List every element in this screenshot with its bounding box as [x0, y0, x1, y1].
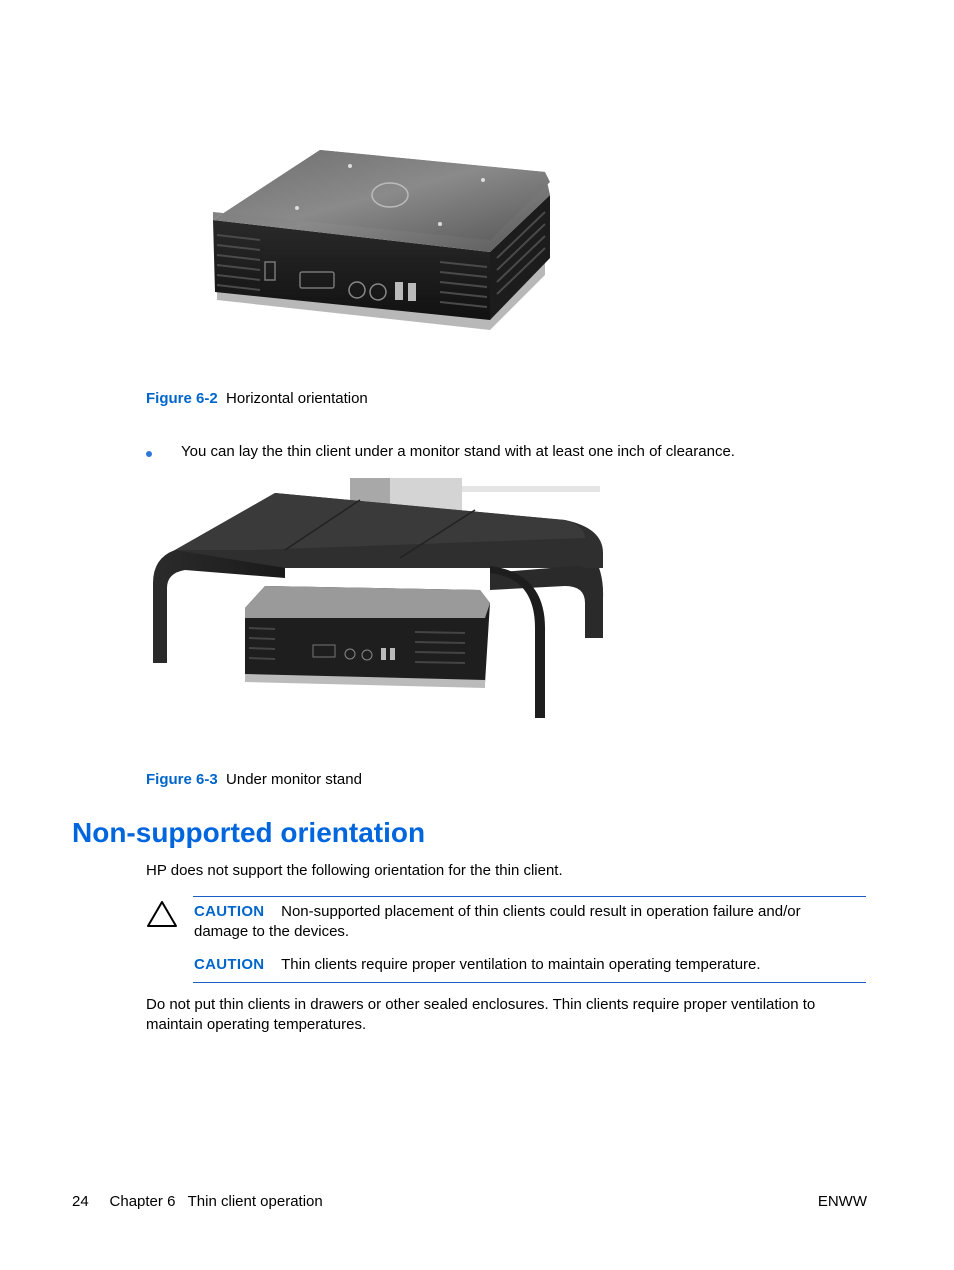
- bullet-icon: [146, 451, 152, 457]
- caution-2: [194, 955, 866, 975]
- chapter-title: Chapter 6 Thin client operation: [109, 1193, 323, 1210]
- figure-6-3-caption: [146, 771, 362, 789]
- caution-text: Non-supported placement of thin clients could result in operation failure and/or: [281, 903, 801, 920]
- figure-caption-text: Horizontal orientation: [226, 390, 368, 407]
- bullet-text: You can lay the thin client under a monitor stand with at least one inch of clearance.: [181, 443, 735, 460]
- caution-text-continued: damage to the devices.: [194, 923, 350, 940]
- figure-6-2-illustration: [205, 140, 560, 340]
- caution-bottom-rule: [193, 982, 866, 983]
- body-paragraph: [146, 995, 876, 1035]
- footer-left: [72, 1192, 323, 1212]
- body-line-2: maintain operating temperatures.: [146, 1016, 367, 1033]
- caution-label: CAUTION: [194, 903, 265, 920]
- figure-6-3-illustration: [145, 478, 610, 723]
- caution-text: Thin clients require proper ventilation to maintain operating temperature.: [281, 956, 761, 973]
- caution-label: CAUTION: [194, 956, 265, 973]
- section-intro: HP does not support the following orientation for the thin client.: [146, 862, 563, 879]
- caution-1: [194, 902, 866, 942]
- figure-caption-text: Under monitor stand: [226, 771, 362, 788]
- figure-label: Figure 6-3: [146, 771, 218, 788]
- figure-6-2-caption: [146, 390, 368, 408]
- caution-icon: [146, 900, 178, 928]
- page-number: 24: [72, 1193, 89, 1210]
- caution-top-rule: [193, 896, 866, 897]
- section-heading: Non-supported orientation: [72, 817, 426, 848]
- figure-label: Figure 6-2: [146, 390, 218, 407]
- footer-code: ENWW: [817, 1193, 867, 1210]
- body-line-1: Do not put thin clients in drawers or other sealed enclosures. Thin clients require proper ventilation to: [146, 996, 816, 1013]
